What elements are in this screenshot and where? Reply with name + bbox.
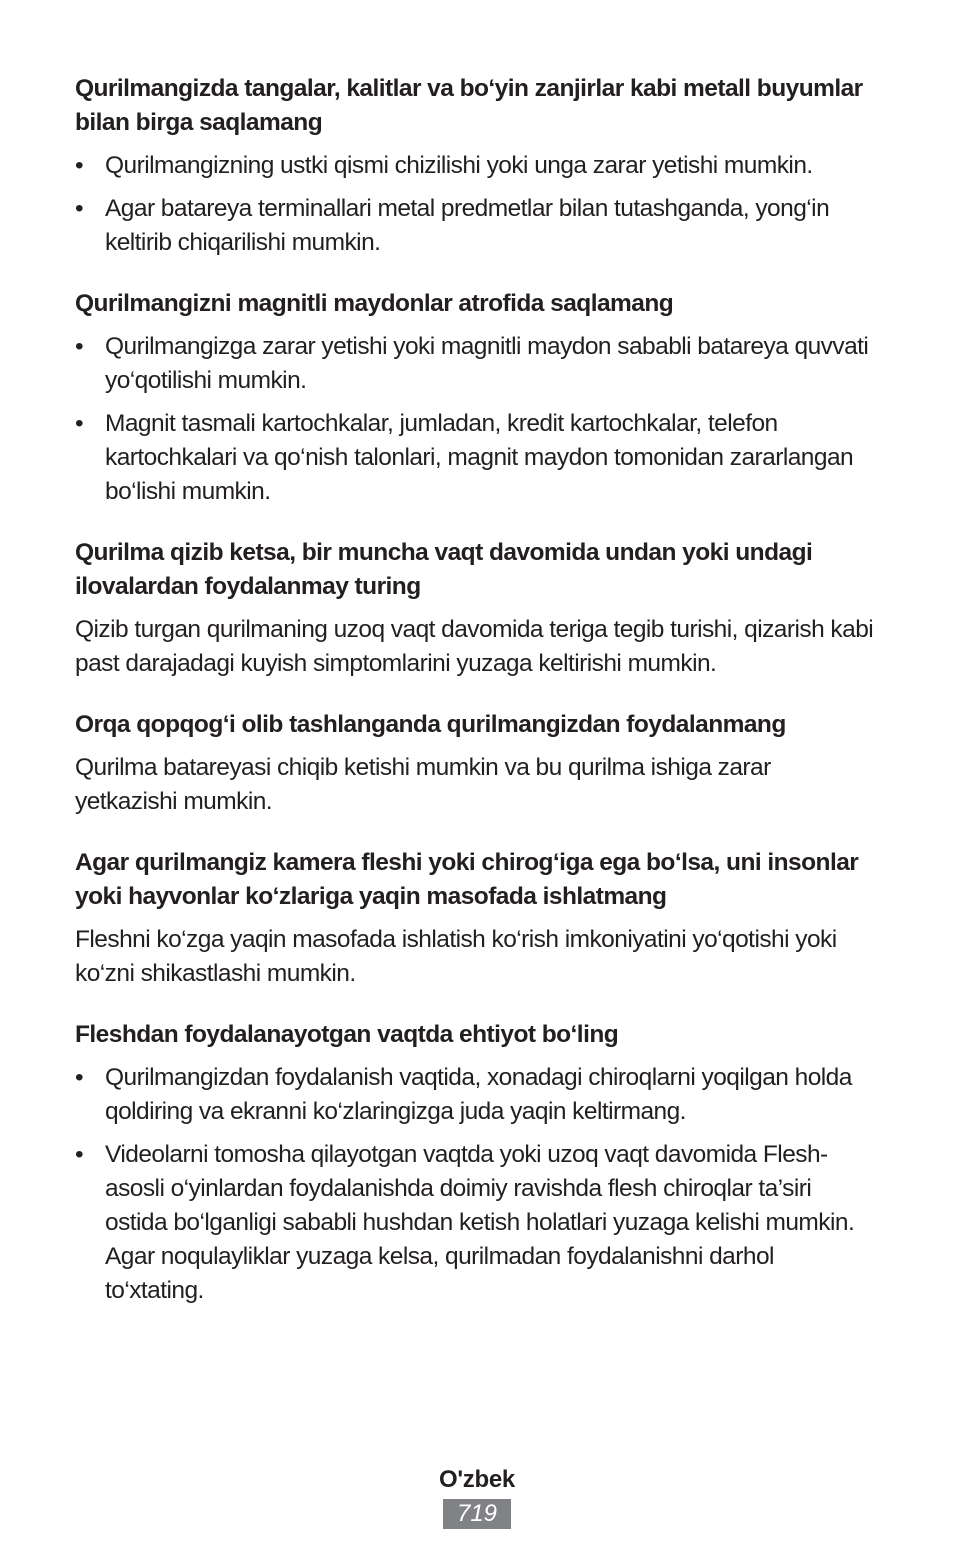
bullet-item xyxy=(75,407,875,509)
bullet-list xyxy=(75,330,875,509)
bullet-item xyxy=(75,192,875,260)
bullet-list xyxy=(75,149,875,260)
bullet-text: Qurilmangizning ustki qismi chizilishi yoki unga zarar yetishi mumkin. xyxy=(105,152,813,179)
bullet-icon: • xyxy=(75,195,84,222)
section-paragraph: Qizib turgan qurilmaning uzoq vaqt davomida teriga tegib turishi, qizarish kabi past darajadagi kuyish simptomlarini yuzaga keltirishi mumkin. xyxy=(75,616,874,677)
section-heading: Fleshdan foydalanayotgan vaqtda ehtiyot bo‘ling xyxy=(75,1021,619,1048)
section-paragraph: Qurilma batareyasi chiqib ketishi mumkin va bu qurilma ishiga zarar yetkazishi mumkin. xyxy=(75,754,771,815)
bullet-text: Videolarni tomosha qilayotgan vaqtda yoki uzoq vaqt davomida Flesh-asosli o‘yinlardan foydalanishda doimiy ravishda flesh chiroqlar ta’siri ostida bo‘lganligi sababli hushdan ketish holatlari yuzaga kelishi mumkin. Agar noqulayliklar yuzaga kelsa, qurilmadan foydalanishni darhol to‘xtating. xyxy=(105,1141,855,1304)
bullet-item xyxy=(75,1138,875,1308)
section-heading: Qurilmangizda tangalar, kalitlar va bo‘yin zanjirlar kabi metall buyumlar bilan birga saqlamang xyxy=(75,75,863,136)
section-heading: Qurilmangizni magnitli maydonlar atrofida saqlamang xyxy=(75,290,674,317)
section-heading: Agar qurilmangiz kamera fleshi yoki chirog‘iga ega bo‘lsa, uni insonlar yoki hayvonlar ko‘zlariga yaqin masofada ishlatmang xyxy=(75,849,859,910)
section-magnetic-fields xyxy=(75,287,875,509)
bullet-icon: • xyxy=(75,1141,84,1168)
section-overheating xyxy=(75,536,875,681)
bullet-icon: • xyxy=(75,152,84,179)
section-paragraph: Fleshni ko‘zga yaqin masofada ishlatish ko‘rish imkoniyatini yo‘qotishi yoki ko‘zni shikastlashi mumkin. xyxy=(75,926,837,987)
section-heading: Orqa qopqog‘i olib tashlanganda qurilmangizdan foydalanmang xyxy=(75,711,786,738)
section-heading: Qurilma qizib ketsa, bir muncha vaqt davomida undan yoki undagi ilovalardan foydalanmay turing xyxy=(75,539,813,600)
bullet-text: Agar batareya terminallari metal predmetlar bilan tutashganda, yong‘in keltirib chiqarilishi mumkin. xyxy=(105,195,830,256)
section-metal-objects xyxy=(75,72,875,260)
bullet-icon: • xyxy=(75,333,84,360)
bullet-item xyxy=(75,330,875,398)
page-number-badge: 719 xyxy=(443,1499,511,1529)
section-flash-caution xyxy=(75,1018,875,1308)
footer-language: O'zbek xyxy=(439,1466,515,1493)
bullet-text: Qurilmangizga zarar yetishi yoki magnitli maydon sababli batareya quvvati yo‘qotilishi mumkin. xyxy=(105,333,869,394)
section-camera-flash xyxy=(75,846,875,991)
bullet-text: Magnit tasmali kartochkalar, jumladan, kredit kartochkalar, telefon kartochkalari va qo‘nish talonlari, magnit maydon tomonidan zararlangan bo‘lishi mumkin. xyxy=(105,410,854,505)
bullet-item xyxy=(75,1061,875,1129)
bullet-icon: • xyxy=(75,410,84,437)
page-footer xyxy=(0,1463,954,1529)
section-back-cover xyxy=(75,708,875,819)
bullet-item xyxy=(75,149,875,183)
bullet-text: Qurilmangizdan foydalanish vaqtida, xonadagi chiroqlarni yoqilgan holda qoldiring va ekranni ko‘zlaringizga juda yaqin keltirmang. xyxy=(105,1064,852,1125)
document-body xyxy=(75,72,875,1335)
bullet-list xyxy=(75,1061,875,1308)
bullet-icon: • xyxy=(75,1064,84,1091)
